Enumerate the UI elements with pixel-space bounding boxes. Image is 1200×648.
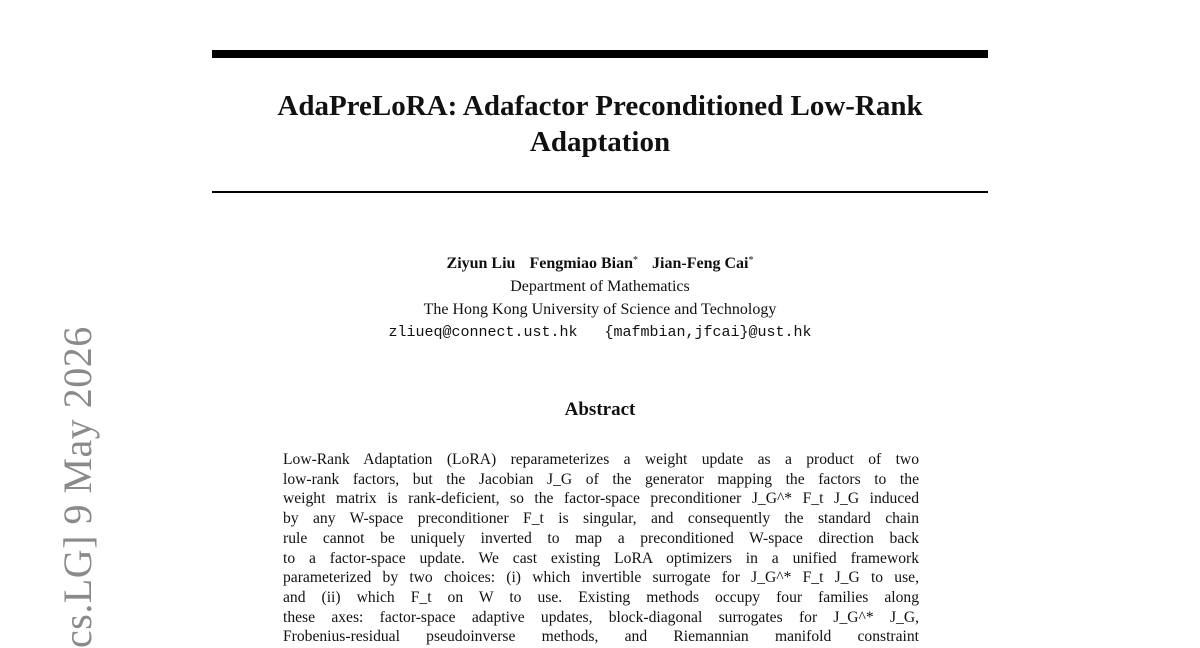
title-top-rule [212,50,988,58]
corresponding-mark: * [633,255,639,266]
abstract-line: to a factor-space update. We cast existing LoRA optimizers in a unified framework [283,549,919,567]
author-name: Ziyun Liu [446,255,516,272]
abstract-line: parameterized by two choices: (i) which invertible surrogate for J_G^* F_t J_G to use, [283,569,919,587]
abstract-line: Frobenius-residual pseudoinverse methods, and Riemannian manifold constraint [283,628,919,646]
abstract-line: these axes: factor-space adaptive updates, block-diagonal surrogates for J_G^* J_G, [283,608,919,626]
title-bottom-rule [212,191,988,193]
author-university: The Hong Kong University of Science and Technology [423,301,777,318]
abstract-line: and (ii) which F_t on W to use. Existing methods occupy four families along [283,588,919,606]
paper-title-line-2: Adaptation [529,126,671,158]
abstract-heading: Abstract [564,399,636,420]
abstract-line: weight matrix is rank-deficient, so the factor-space preconditioner J_G^* F_t J_G induced [283,490,919,508]
abstract-line: by any W-space preconditioner F_t is singular, and consequently the standard chain [283,510,919,528]
author-names [212,249,988,275]
author-name: Jian-Feng Cai [652,255,749,272]
abstract-line: low-rank factors, but the Jacobian J_G of the generator mapping the factors to the [283,470,919,488]
author-email[interactable]: zliueq@connect.ust.hk [388,324,578,341]
corresponding-mark: * [748,255,754,266]
abstract-line: rule cannot be uniquely inverted to map a preconditioned W-space direction back [283,529,919,547]
author-email[interactable]: {mafmbian,jfcai}@ust.hk [604,324,812,341]
abstract-body [283,450,919,647]
author-name: Fengmiao Bian [529,255,634,272]
author-block [212,249,988,344]
paper-title [212,88,988,160]
paper-title-line-1: AdaPreLoRA: Adafactor Preconditioned Low-Rank [277,90,923,122]
arxiv-identifier-stamp: cs.LG] 9 May 2026 [55,326,100,648]
author-emails [212,321,988,344]
author-department: Department of Mathematics [510,278,690,295]
abstract-line: Low-Rank Adaptation (LoRA) reparameterizes a weight update as a product of two [283,451,919,468]
